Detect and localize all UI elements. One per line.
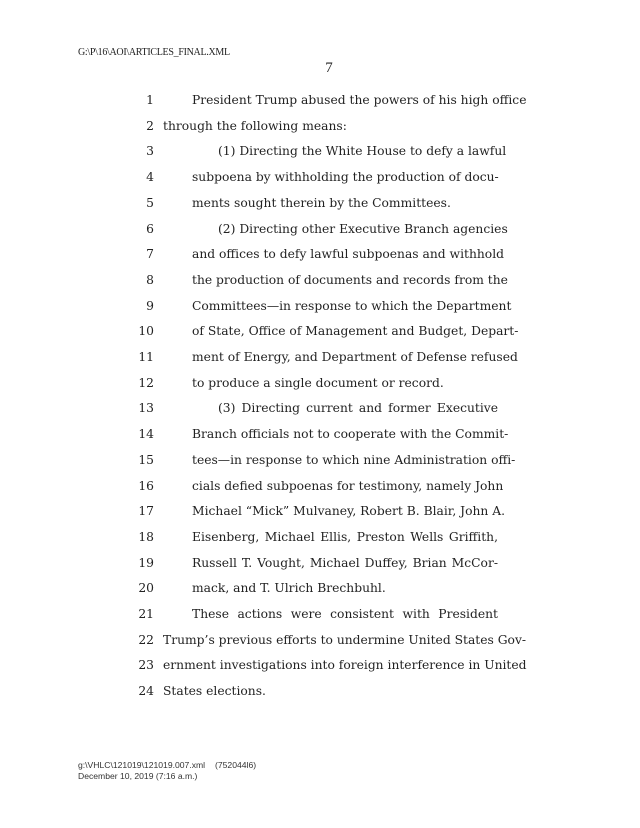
line-text: Branch officials not to cooperate with the Commit- [192, 427, 509, 442]
line-text: (3) Directing current and former Executive [218, 401, 498, 416]
line-text: through the following means: [163, 118, 347, 133]
page-footer [78, 760, 257, 782]
line-text: ments sought therein by the Committees. [192, 195, 451, 210]
document-line [0, 219, 640, 239]
line-number: 5 [146, 195, 154, 210]
line-number: 22 [138, 632, 154, 647]
line-number: 15 [138, 452, 154, 467]
document-line [0, 141, 640, 161]
document-line [0, 193, 640, 213]
line-text: Michael “Mick” Mulvaney, Robert B. Blair, John A. [192, 504, 506, 519]
document-line [0, 373, 640, 393]
line-number: 1 [146, 93, 154, 107]
line-text: tees—in response to which nine Administration offi- [192, 452, 516, 467]
line-text: to produce a single document or record. [192, 375, 444, 390]
line-text: Trump’s previous efforts to undermine United States Gov- [163, 632, 527, 647]
line-number: 20 [138, 581, 154, 596]
line-number: 3 [146, 144, 154, 159]
document-line [0, 167, 640, 187]
line-text: States elections. [163, 684, 266, 699]
document-line [0, 270, 640, 290]
document-line [0, 630, 640, 650]
line-text: (1) Directing the White House to defy a lawful [218, 144, 507, 159]
document-line [0, 681, 640, 701]
line-number: 10 [138, 324, 154, 339]
document-line [0, 450, 640, 470]
line-number: 13 [138, 401, 154, 416]
document-line [0, 90, 640, 110]
line-text: Committees—in response to which the Department [192, 298, 512, 313]
document-line [0, 553, 640, 573]
line-number: 14 [138, 427, 154, 442]
line-number: 23 [138, 658, 154, 673]
line-number: 12 [138, 375, 154, 390]
line-number: 16 [138, 478, 154, 493]
line-text: President Trump abused the powers of his high office [192, 93, 527, 107]
header-file-path: G:\P\16\AOI\ARTICLES_FINAL.XML [78, 47, 230, 58]
footer-file-path: g:\VHLC\121019\121019.007.xml [78, 760, 206, 770]
line-text: of State, Office of Management and Budget, Depart- [192, 324, 519, 339]
line-text: subpoena by withholding the production of docu- [192, 170, 499, 185]
footer-job-number: (752044l6) [215, 760, 257, 770]
document-line [0, 321, 640, 341]
line-number: 21 [138, 607, 154, 621]
line-number: 18 [138, 529, 154, 544]
document-line [0, 244, 640, 264]
document-line [0, 655, 640, 675]
line-number: 11 [138, 350, 154, 364]
line-text: (2) Directing other Executive Branch agencies [218, 221, 508, 236]
document-line [0, 527, 640, 547]
line-text: the production of documents and records from the [192, 272, 508, 287]
line-number: 19 [138, 555, 154, 570]
line-number: 9 [146, 298, 154, 313]
line-text: ernment investigations into foreign interference in United [163, 658, 527, 673]
line-number: 2 [146, 118, 154, 133]
line-text: cials defied subpoenas for testimony, namely John [192, 478, 504, 493]
footer-date: December 10, 2019 (7:16 a.m.) [78, 771, 198, 781]
document-line [0, 578, 640, 598]
line-text: and offices to defy lawful subpoenas and withhold [192, 247, 505, 262]
line-number: 4 [146, 170, 154, 185]
line-text: These actions were consistent with President [192, 607, 498, 621]
line-number: 24 [138, 684, 154, 699]
document-line [0, 347, 640, 367]
line-number: 8 [146, 272, 154, 287]
line-number: 17 [138, 504, 154, 519]
document-line [0, 398, 640, 418]
document-line [0, 501, 640, 521]
document-line [0, 296, 640, 316]
line-text: mack, and T. Ulrich Brechbuhl. [192, 581, 386, 596]
page-number: 7 [325, 60, 333, 76]
document-line [0, 604, 640, 624]
line-text: Eisenberg, Michael Ellis, Preston Wells Griffith, [192, 529, 498, 544]
line-text: ment of Energy, and Department of Defense refused [192, 350, 518, 364]
line-text: Russell T. Vought, Michael Duffey, Brian McCor- [192, 555, 498, 570]
line-number: 7 [146, 247, 154, 262]
document-line [0, 476, 640, 496]
document-line [0, 424, 640, 444]
document-line [0, 116, 640, 136]
line-number: 6 [146, 221, 154, 236]
